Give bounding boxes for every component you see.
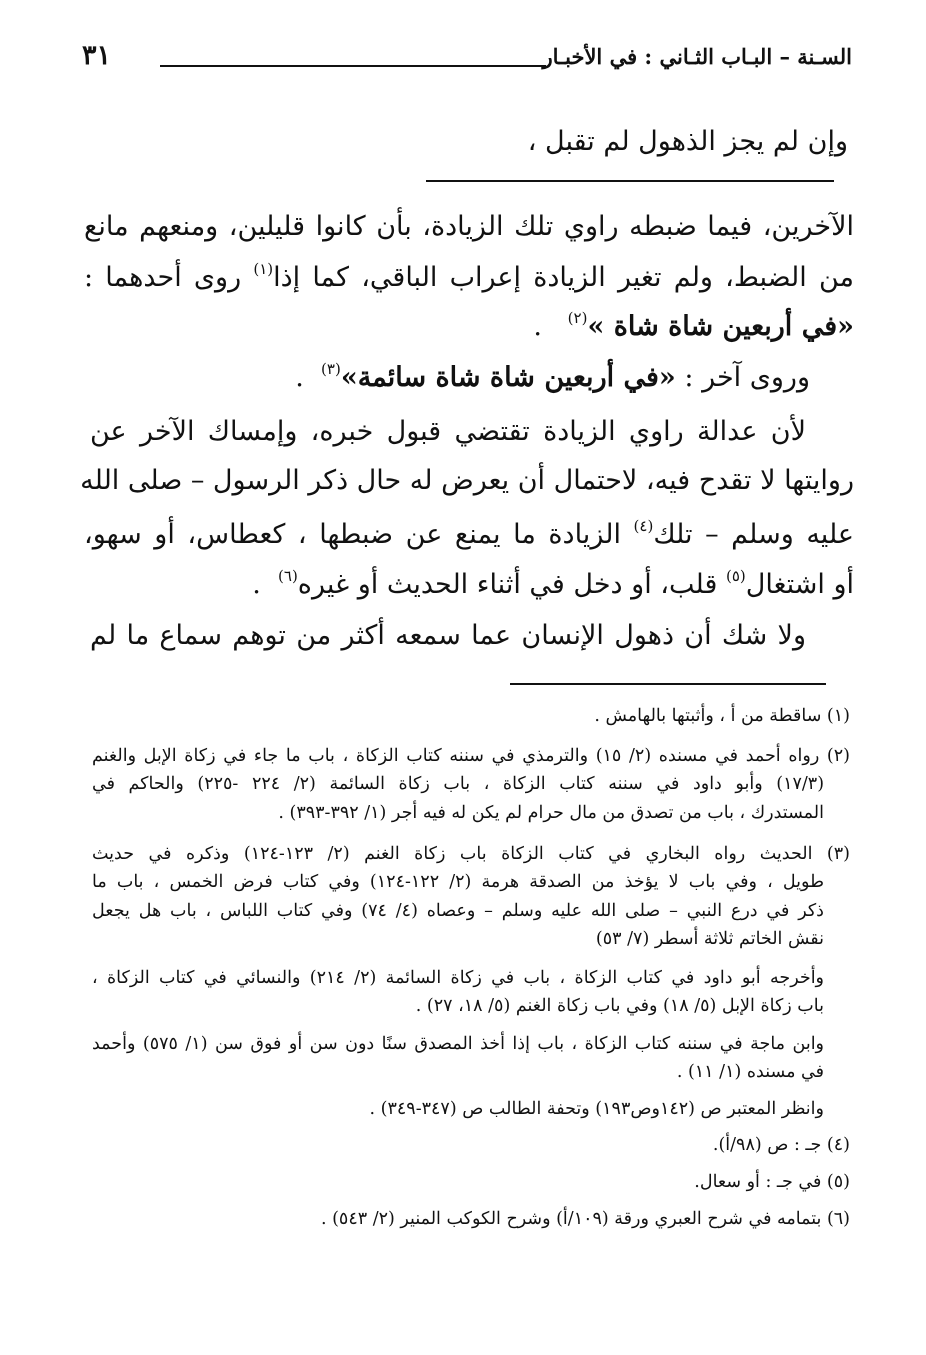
footnote-6: (٦) بتمامه في شرح العبري ورقة (١٠٩/أ) وشرح الكوكب المنير (٢/ ٥٤٣) . [320, 1209, 850, 1229]
opening-line: وإن لم يجز الذهول لم تقبل ، [527, 126, 848, 157]
paragraph-3-line-4: أو اشتغال$^{(٥)}$ قلب، أو دخل في أثناء الحديث أو غيره$^{(٦)}$ . [252, 567, 854, 600]
header-title: السـنة – البـاب الثـاني : في الأخبـار [542, 44, 852, 69]
footnote-ref-1: (١) [253, 260, 274, 278]
footnote-3b-line-2: باب زكاة الإبل (٥/ ١٨) وفي باب زكاة الغنم (٥/ ١٨، ٢٧) . [415, 996, 824, 1016]
running-header [82, 40, 852, 80]
footnote-2-line-1: (٢) رواه أحمد في مسنده (٢/ ١٥) والترمذي في سننه كتاب الزكاة ، باب ما جاء في زكاة الإبل والغنم [92, 746, 850, 766]
footnote-1: (١) ساقطة من أ ، وأثبتها بالهامش . [594, 706, 850, 726]
paragraph-1-line-3: «في أربعين شاة شاة »$^{(٢)}$ . [533, 309, 854, 342]
quote-1: «في أربعين شاة شاة » [587, 311, 854, 342]
footnote-ref-4: (٤) [633, 517, 654, 535]
separator-rule [426, 180, 834, 182]
footnote-ref-5: (٥) [725, 567, 746, 585]
footnote-3-line-1: (٣) الحديث رواه البخاري في كتاب الزكاة باب زكاة الغنم (٢/ ١٢٣-١٢٤) وذكره في حديث [92, 844, 850, 864]
paragraph-3-line-1: لأن عدالة راوي الزيادة تقتضي قبول خبره، وإمساك الآخر عن [90, 416, 806, 447]
paragraph-3-line-2: روايتها لا تقدح فيه، لاحتمال أن يعرض له حال ذكر الرسول – صلى الله [80, 465, 854, 496]
footnote-5: (٥) في جـ : أو سعال. [694, 1172, 850, 1192]
footnote-3b-line-1: وأخرجه أبو داود في كتاب الزكاة ، باب في زكاة السائمة (٢/ ٢١٤) والنسائي في كتاب الزكاة ، [92, 968, 825, 988]
footnote-3-line-2: طويل ، وفي باب لا يؤخذ من الصدقة هرمة (٢/ ١٢٢-١٢٤) وفي كتاب فرض الخمس ، باب ما [92, 872, 824, 892]
footnote-separator [510, 683, 826, 685]
footnote-4: (٤) جـ : ص (٩٨/أ). [712, 1135, 850, 1155]
footnote-ref-3: (٣) [321, 360, 341, 378]
footnote-3-line-4: نقش الخاتم ثلاثة أسطر (٧/ ٥٣) [595, 929, 824, 949]
page-number: ٣١ [82, 40, 112, 71]
footnote-ref-6: (٦) [278, 567, 298, 585]
header-rule [160, 65, 546, 67]
paragraph-3-line-3: عليه وسلم – تلك$^{(٤)}$ الزيادة ما يمنع عن ضبطها ، كعطاس، أو سهو، [84, 517, 854, 550]
footnote-2-line-2: (١٧/٣) وأبو داود في سننه كتاب الزكاة ، باب زكاة السائمة (٢/ ٢٢٤ -٢٢٥) والحاكم في [92, 774, 825, 794]
paragraph-1-line-1: الآخرين، فيما ضبطه راوي تلك الزيادة، بأن كانوا قليلين، ومنعهم مانع [84, 211, 854, 242]
paragraph-4: ولا شك أن ذهول الإنسان عما سمعه أكثر من توهم سماع ما لم [90, 620, 806, 651]
footnote-ref-2: (٢) [567, 309, 588, 327]
footnote-3-line-3: ذكر في درع النبي – صلى الله عليه وسلم – وعصاه (٤/ ٧٤) وفي كتاب اللباس ، باب هل يجعل [92, 901, 824, 921]
footnote-3c-line-1: وابن ماجة في سننه كتاب الزكاة ، باب إذا أخذ المصدق سنًا دون سن أو فوق سن (١/ ٥٧٥) وأحمد [92, 1034, 825, 1054]
footnote-2-line-3: المستدرك ، باب من تصدق من مال حرام لم يكن له فيه أجر (١/ ٣٩٢-٣٩٣) . [278, 803, 824, 823]
footnote-3d: وانظر المعتبر ص (١٤٢وص١٩٣) وتحفة الطالب ص (٣٤٧-٣٤٩) . [369, 1099, 824, 1119]
footnote-3c-line-2: في مسنده (١/ ١١) . [676, 1062, 824, 1082]
quote-2: «في أربعين شاة شاة سائمة» [340, 362, 676, 393]
paragraph-1-line-2: من الضبط، ولم تغير الزيادة إعراب الباقي، كما إذا$^{(١)}$ روى أحدهما : [84, 260, 854, 293]
paragraph-2: وروى آخر : «في أربعين شاة شاة سائمة»$^{(٣)}$ . [295, 360, 810, 393]
